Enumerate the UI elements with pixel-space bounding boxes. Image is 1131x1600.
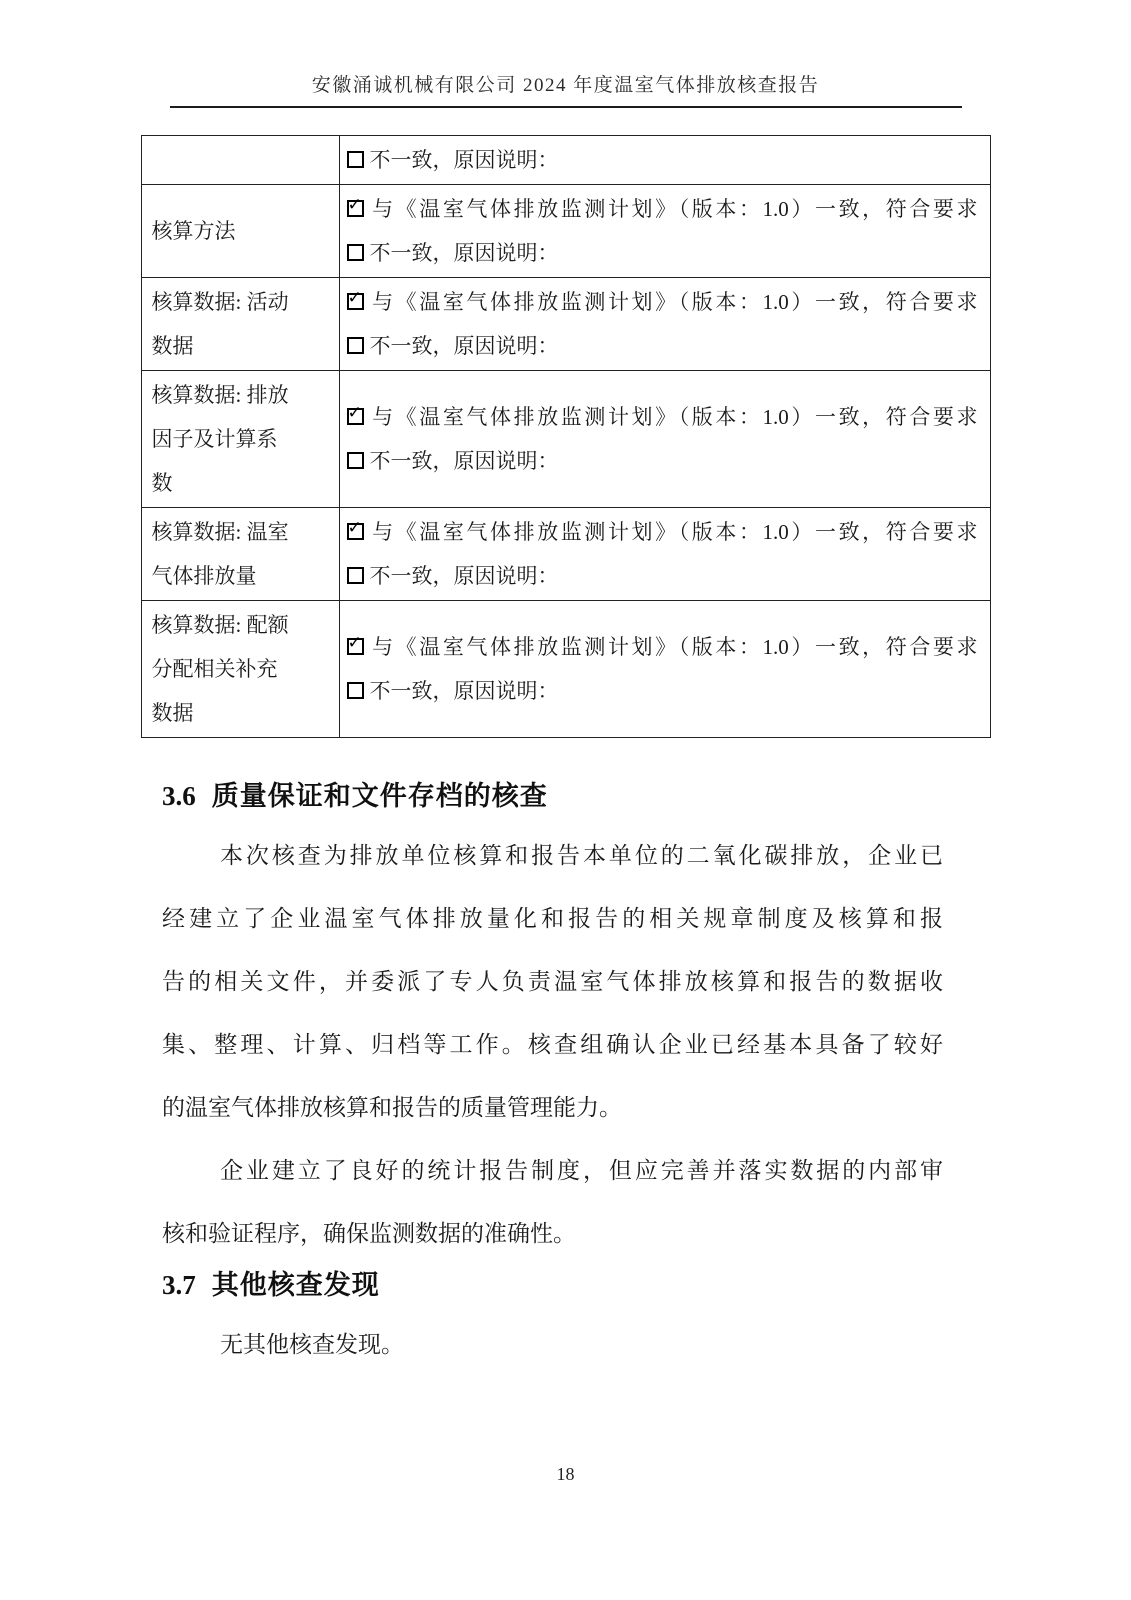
checkbox-checked-icon	[347, 195, 364, 217]
paragraph	[162, 1139, 943, 1265]
option-line	[347, 554, 978, 598]
row-label-cell	[141, 185, 339, 278]
row-options-cell	[339, 185, 990, 278]
row-label-cell	[141, 508, 339, 601]
paragraph-line: 核和验证程序，确保监测数据的准确性。	[162, 1221, 576, 1246]
row-options-cell	[339, 601, 990, 738]
paragraph-line: 的温室气体排放核算和报告的质量管理能力。	[162, 1095, 622, 1120]
row-options-cell	[339, 508, 990, 601]
paragraph-line: 无其他核查发现。	[220, 1332, 404, 1357]
checkbox-unchecked-icon	[347, 244, 364, 261]
table-body	[141, 136, 990, 738]
row-options-cell	[339, 278, 990, 371]
option-line	[347, 138, 978, 182]
option-line	[347, 439, 978, 483]
row-label-cell	[141, 371, 339, 508]
option-text: 不一致，原因说明：	[369, 449, 559, 473]
option-text: 与《温室气体排放监测计划》（版本：1.0）一致，符合要求	[369, 635, 978, 659]
checkbox-checked-icon	[347, 518, 364, 540]
page-header-title: 安徽涌诚机械有限公司 2024 年度温室气体排放核查报告	[311, 75, 820, 96]
option-line	[347, 324, 978, 368]
checkbox-unchecked-icon	[347, 567, 364, 584]
checkbox-checked-icon	[347, 633, 364, 655]
paragraph-line: 告的相关文件，并委派了专人负责温室气体排放核算和报告的数据收	[162, 969, 943, 994]
row-label-line: 分配相关补充	[151, 657, 278, 681]
row-label-line: 数	[151, 471, 173, 495]
row-label-line: 核算数据: 排放	[151, 383, 289, 407]
row-label-line: 核算数据: 活动	[151, 290, 289, 314]
checkmark-icon: ✓	[347, 518, 362, 538]
option-text: 不一致，原因说明：	[369, 679, 559, 703]
checkmark-icon: ✓	[347, 195, 362, 215]
section-heading	[162, 778, 943, 814]
checkbox-unchecked-icon	[347, 151, 364, 168]
checkbox-unchecked-icon	[347, 337, 364, 354]
row-options-cell	[339, 136, 990, 185]
option-line	[347, 669, 978, 713]
table-row	[141, 185, 990, 278]
paragraph-line: 本次核查为排放单位核算和报告本单位的二氧化碳排放，企业已	[220, 843, 943, 868]
option-text: 与《温室气体排放监测计划》（版本：1.0）一致，符合要求	[369, 520, 978, 544]
paragraph-line: 经建立了企业温室气体排放量化和报告的相关规章制度及核算和报	[162, 906, 943, 931]
checkbox-unchecked-icon	[347, 682, 364, 699]
option-text: 不一致，原因说明：	[369, 564, 559, 588]
checkbox-unchecked-icon	[347, 452, 364, 469]
row-label-line: 核算方法	[151, 219, 236, 243]
checkmark-icon: ✓	[347, 288, 362, 308]
option-text: 与《温室气体排放监测计划》（版本：1.0）一致，符合要求	[369, 290, 978, 314]
paragraph-line: 企业建立了良好的统计报告制度，但应完善并落实数据的内部审	[220, 1158, 943, 1183]
table-row	[141, 278, 990, 371]
option-text: 不一致，原因说明：	[369, 148, 559, 172]
row-label-line: 核算数据: 温室	[151, 520, 289, 544]
section-number: 3.6	[162, 781, 196, 811]
row-label-line: 核算数据: 配额	[151, 613, 289, 637]
paragraph	[162, 1313, 943, 1376]
checkbox-checked-icon	[347, 288, 364, 310]
option-line	[347, 625, 978, 669]
option-line	[347, 280, 978, 324]
section-number: 3.7	[162, 1270, 196, 1300]
section-heading	[162, 1267, 943, 1303]
option-line	[347, 510, 978, 554]
table-row	[141, 136, 990, 185]
row-label-line: 数据	[151, 334, 194, 358]
report-section	[162, 1267, 943, 1376]
checkmark-icon: ✓	[347, 403, 362, 423]
header-divider	[170, 106, 962, 108]
monitoring-plan-consistency-table	[141, 135, 991, 738]
row-label-line: 因子及计算系	[151, 427, 278, 451]
row-label-cell	[141, 136, 339, 185]
report-section	[162, 778, 943, 1265]
table-row	[141, 371, 990, 508]
row-label-cell	[141, 601, 339, 738]
option-line	[347, 187, 978, 231]
section-title: 其他核查发现	[211, 1270, 380, 1300]
report-body	[162, 778, 943, 1376]
checkbox-checked-icon	[347, 403, 364, 425]
table-row	[141, 508, 990, 601]
option-line	[347, 231, 978, 275]
page-number: 18	[556, 1464, 575, 1484]
option-text: 与《温室气体排放监测计划》（版本：1.0）一致，符合要求	[369, 197, 978, 221]
option-line	[347, 395, 978, 439]
section-title: 质量保证和文件存档的核查	[211, 781, 548, 811]
paragraph-line: 集、整理、计算、归档等工作。核查组确认企业已经基本具备了较好	[162, 1032, 943, 1057]
row-label-cell	[141, 278, 339, 371]
option-text: 与《温室气体排放监测计划》（版本：1.0）一致，符合要求	[369, 405, 978, 429]
row-options-cell	[339, 371, 990, 508]
table-row	[141, 601, 990, 738]
page-header	[0, 0, 1131, 108]
row-label-line: 气体排放量	[151, 564, 257, 588]
option-text: 不一致，原因说明：	[369, 241, 559, 265]
option-text: 不一致，原因说明：	[369, 334, 559, 358]
paragraph	[162, 824, 943, 1139]
row-label-line: 数据	[151, 701, 194, 725]
checkmark-icon: ✓	[347, 633, 362, 653]
